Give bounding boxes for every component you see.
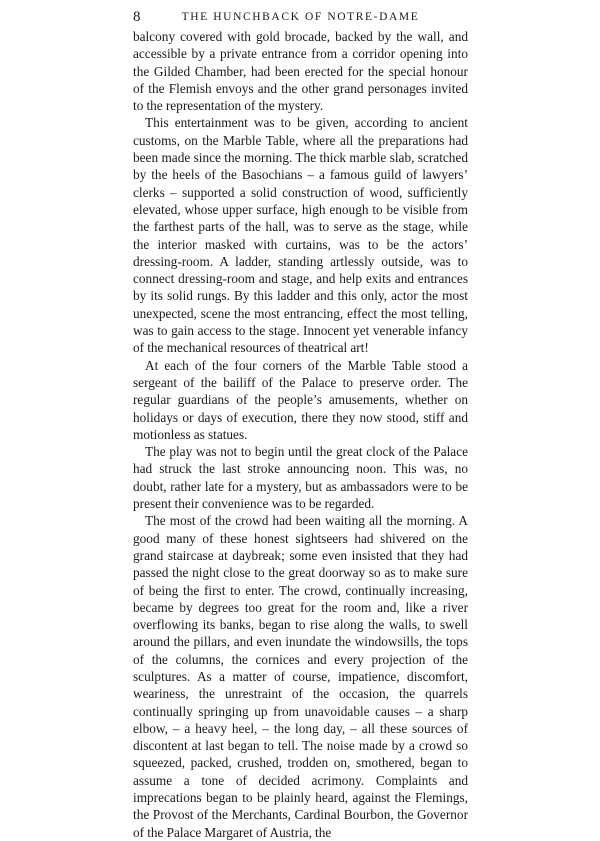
paragraph-crowd: The most of the crowd had been waiting all the morning. A good many of these honest sightseers had shivered on the grand staircase at daybreak; some even insisted that they had passed the night close to the great doorway so as to make sure of being the first to enter. The crowd, continually increasing, became by degrees too great for the room and, like a river overflowing its banks, began to rise along the walls, to swell around the pillars, and even inundate the windowsills, the tops of the columns, the cornices and every projection of the sculptures. As a matter of course, impatience, discomfort, weariness, the unrestraint of the occasion, the quarrels continually springing up from unavoidable causes – a sharp elbow, – a heavy heel, – the long day, – all these sources of discontent at last began to tell. The noise made by a crowd so squeezed, packed, crushed, trodden on, smothered, began to assume a tone of decided acrimony. Complaints and imprecations began to be plainly heard, against the Flemings, the Provost of the Merchants, Cardinal Bourbon, the Governor of the Palace Margaret of Austria, the	[133, 513, 468, 840]
book-title: THE HUNCHBACK OF NOTRE-DAME	[181, 11, 420, 23]
paragraph-marble-table: This entertainment was to be given, according to ancient customs, on the Marble Table, where all the preparations had been made since the morning. The thick marble slab, scratched by the heels of the Basochians – a famous guild of lawyers’ clerks – supported a solid construction of wood, sufficiently elevated, whose upper surface, high enough to be visible from the farthest parts of the hall, was to serve as the stage, while the interior masked with curtains, was to be the actors’ dressing-room. A ladder, standing artlessly outside, was to connect dressing-room and stage, and help exits and entrances by its solid rungs. By this ladder and this only, actor the most unexpected, scene the most entrancing, effect the most telling, was to gain access to the stage. Innocent yet venerable infancy of the mechanical resources of theatrical art!	[133, 115, 468, 356]
paragraph-sergeants: At each of the four corners of the Marble Table stood a sergeant of the bailiff of the Palace to preserve order. The regular guardians of the people’s amusements, whether on holidays or days of execution, there they now stood, stiff and motionless as statues.	[133, 357, 468, 442]
page-number: 8	[133, 9, 141, 25]
body-text	[133, 28, 468, 841]
paragraph-play-start: The play was not to begin until the great clock of the Palace had struck the last stroke announcing noon. This was, no doubt, rather late for a mystery, but as ambassadors were to be present their convenience was to be regarded.	[133, 444, 468, 512]
paragraph-continuation: balcony covered with gold brocade, backed by the wall, and accessible by a private entrance from a corridor opening into the Gilded Chamber, had been erected for the special honour of the Flemish envoys and the other grand personages invited to the representation of the mystery.	[133, 29, 468, 114]
